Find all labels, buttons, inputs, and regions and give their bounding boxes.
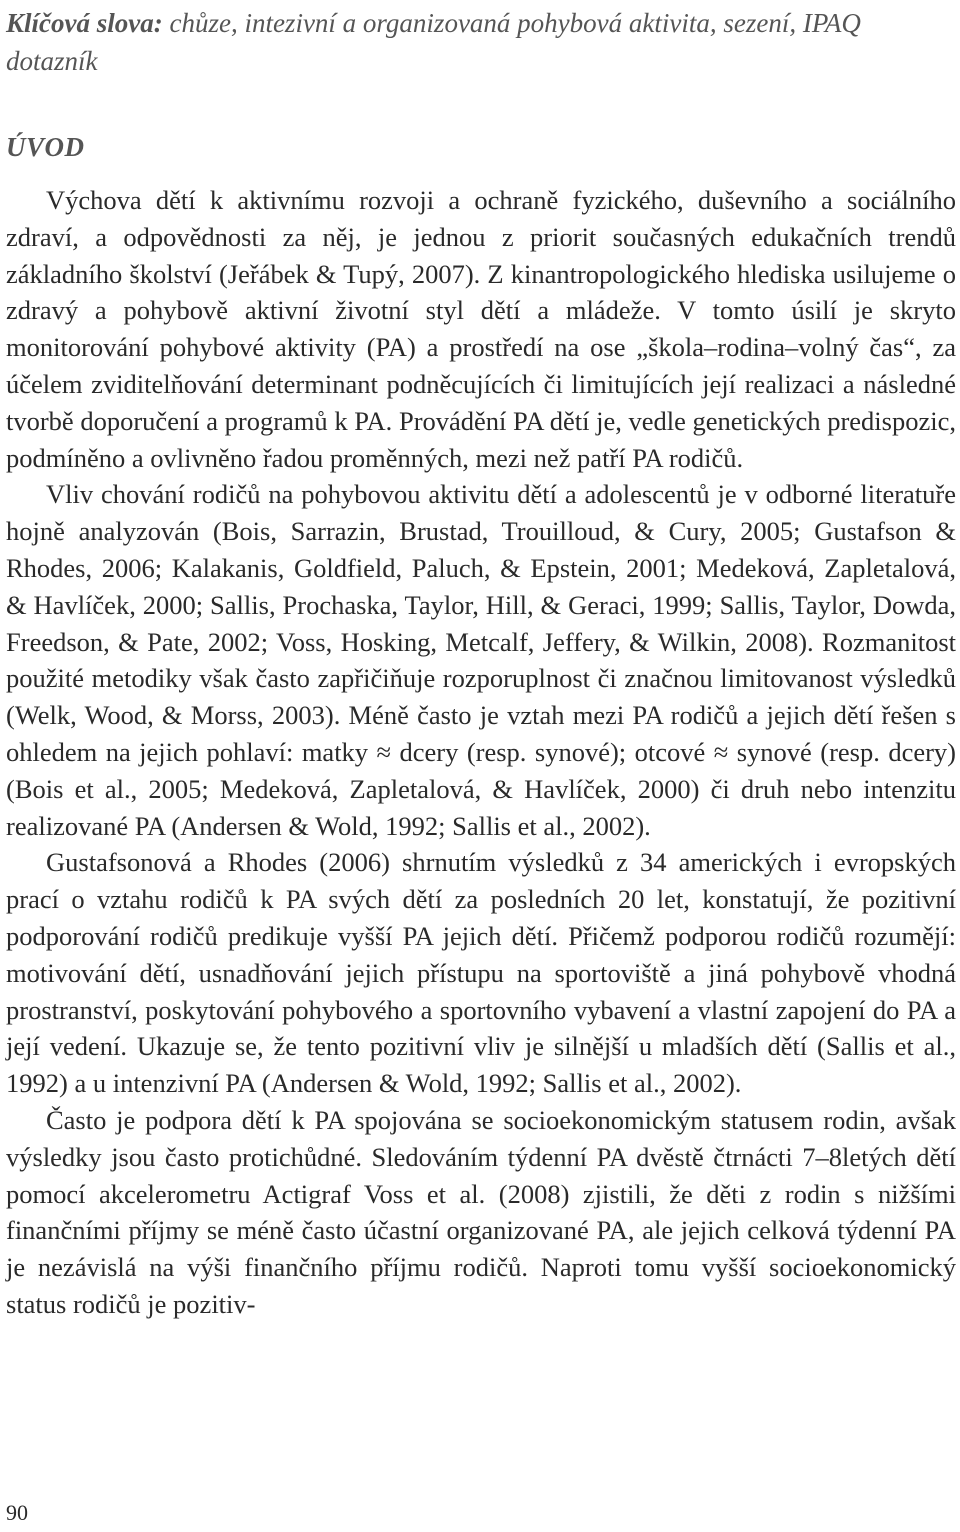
body-text xyxy=(6,182,956,1323)
keywords-label: Klíčová slova: xyxy=(6,8,163,38)
keywords-text: chůze, intezivní a organizovaná pohybová aktivita, sezení, IPAQ dotazník xyxy=(6,8,861,76)
paragraph-1: Výchova dětí k aktivnímu rozvoji a ochraně fyzického, duševního a sociálního zdraví, a odpovědnosti za něj, je jednou z priorit současných edukačních trendů základního školství (Jeřábek & Tupý, 2007). Z kinantropologického hlediska usilujeme o zdravý a pohybově aktivní životní styl dětí a mládeže. V tomto úsilí je skryto monitorování pohybové aktivity (PA) a prostředí na ose „škola–rodina–volný čas“, za účelem zviditelňování determinant podněcujících či limitujících její realizaci a následné tvorbě doporučení a programů k PA. Provádění PA dětí je, vedle genetických predispozic, podmíněno a ovlivněno řadou proměnných, mezi než patří PA rodičů. xyxy=(6,185,956,473)
keywords xyxy=(6,0,956,80)
page-number: 90 xyxy=(6,1500,28,1525)
section-heading: ÚVOD xyxy=(6,132,85,162)
paragraph-3: Gustafsonová a Rhodes (2006) shrnutím výsledků z 34 amerických i evropských prací o vztahu rodičů k PA svých dětí za posledních 20 let, konstatují, že pozitivní podporování rodičů predikuje vyšší PA jejich dětí. Přičemž podporou rodičů rozumějí: motivování dětí, usnadňování jejich přístupu na sportoviště a jiná pohybově vhodná prostranství, poskytování pohybového a sportovního vybavení a vlastní zapojení do PA a její vedení. Ukazuje se, že tento pozitivní vliv je silnější u mladších dětí (Sallis et al., 1992) a u intenzivní PA (Andersen & Wold, 1992; Sallis et al., 2002). xyxy=(6,847,956,1099)
page xyxy=(6,0,956,1323)
paragraph-4: Často je podpora dětí k PA spojována se socioekonomickým statusem rodin, avšak výsledky jsou často protichůdné. Sledováním týdenní PA dvěstě čtrnácti 7–8letých dětí pomocí akcelerometru Actigraf Voss et al. (2008) zjistili, že děti z rodin s nižšími finančními příjmy se méně často účastní organizované PA, ale jejich celková týdenní PA je nezávislá na výši finančního příjmu rodičů. Naproti tomu vyšší socioekonomický status rodičů je pozitiv- xyxy=(6,1104,956,1319)
paragraph-2: Vliv chování rodičů na pohybovou aktivitu dětí a adolescentů je v odborné literatuře hojně analyzován (Bois, Sarrazin, Brustad, Trouilloud, & Cury, 2005; Gustafson & Rhodes, 2006; Kalakanis, Goldfield, Paluch, & Epstein, 2001; Medeková, Zapletalová, & Havlíček, 2000; Sallis, Prochaska, Taylor, Hill, & Geraci, 1999; Sallis, Taylor, Dowda, Freedson, & Pate, 2002; Voss, Hosking, Metcalf, Jeffery, & Wilkin, 2008). Rozmanitost použité metodiky však často zapřičiňuje rozporuplnost či značnou limitovanost výsledků (Welk, Wood, & Morss, 2003). Méně často je vztah mezi PA rodičů a jejich dětí řešen s ohledem na jejich pohlaví: matky ≈ dcery (resp. synové); otcové ≈ synové (resp. dcery) (Bois et al., 2005; Medeková, Zapletalová, & Havlíček, 2000) či druh nebo intenzitu realizované PA (Andersen & Wold, 1992; Sallis et al., 2002). xyxy=(6,479,956,841)
